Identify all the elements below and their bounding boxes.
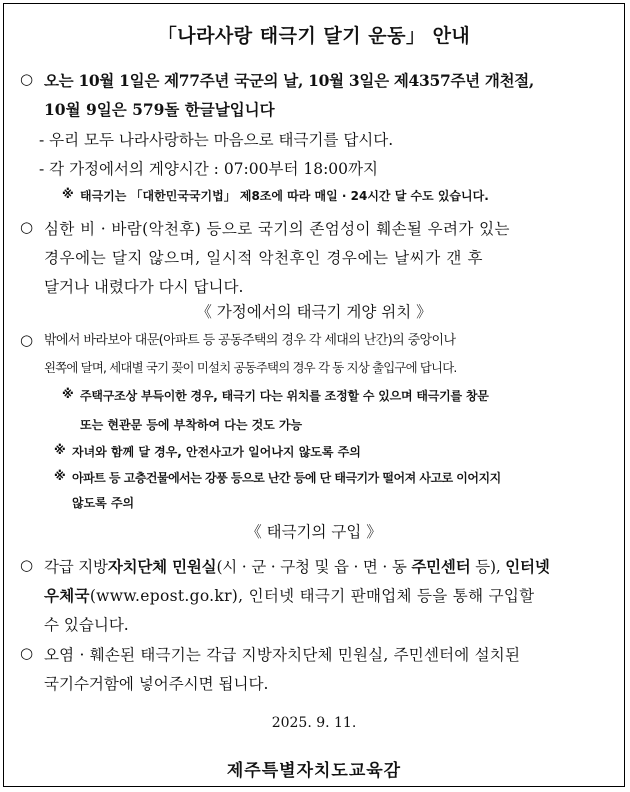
- intro-line-2: 10월 9일은 579돌 한글날입니다: [44, 100, 275, 119]
- note-icon: ※: [62, 187, 74, 201]
- purchase-line-3: 수 있습니다.: [44, 616, 129, 634]
- purchase-heading: 《 태극기의 구입 》: [246, 523, 382, 541]
- location-note-1-line-1: 주택구조상 부득이한 경우, 태극기 다는 위치를 조정할 수 있으며 태극기를 창문: [80, 389, 489, 403]
- office-emphasis: 자치단체 민원실: [107, 557, 217, 576]
- location-heading: 《 가정에서의 태극기 게양 위치 》: [196, 303, 432, 321]
- bullet-icon: ○: [20, 70, 34, 88]
- location-note-3-line-2: 않도록 주의: [72, 496, 135, 510]
- location-line-1: 밖에서 바라보아 대문(아파트 등 공동주택의 경우 각 세대의 난간)의 중앙이나: [44, 333, 456, 348]
- bullet-icon: ○: [20, 331, 34, 349]
- purchase-text: 각급 지방: [44, 558, 108, 576]
- weather-line-1: 심한 비 · 바람(악천후) 등으로 국기의 존엄성이 훼손될 우려가 있는: [44, 220, 510, 238]
- purchase-text: (www.epost.go.kr), 인터넷 태극기 판매업체 등을 통해 구입할: [89, 587, 535, 605]
- issuing-organization: 제주특별자치도교육감: [226, 761, 402, 781]
- location-note-3-line-1: 아파트 등 고층건물에서는 강풍 등으로 난간 등에 단 태극기가 떨어져 사고로 이어지지: [72, 471, 501, 485]
- purchase-line-1: [44, 555, 550, 577]
- bullet-icon: ○: [20, 218, 34, 236]
- intro-sub-2: - 각 가정에서의 게양시간 : 07:00부터 18:00까지: [39, 160, 378, 178]
- weather-line-2: 경우에는 달지 않으며, 일시적 악천후인 경우에는 날씨가 갠 후: [44, 249, 484, 267]
- intro-line-1: 오는 10월 1일은 제77주년 국군의 날, 10월 3일은 제4357주년 개천절,: [44, 71, 535, 90]
- bullet-icon: ○: [20, 556, 34, 574]
- location-line-2: 왼쪽에 달며, 세대별 국기 꽂이 미설치 공동주택의 경우 각 동 지상 출입구에 답니다.: [44, 360, 457, 375]
- internet-emphasis: 인터넷: [505, 557, 550, 576]
- purchase-line-2: [44, 584, 534, 606]
- bullet-icon: ○: [20, 644, 34, 662]
- note-icon: ※: [54, 443, 66, 457]
- notice-document: [3, 3, 625, 787]
- intro-note: 태극기는 「대한민국국기법」 제8조에 따라 매일 · 24시간 달 수도 있습니다.: [80, 189, 489, 203]
- purchase-text: (시 · 군 · 구청 및 읍 · 면 · 동: [216, 558, 412, 576]
- document-title: 「나라사랑 태극기 달기 운동」 안내: [157, 25, 471, 47]
- purchase-text: 등),: [470, 558, 506, 576]
- document-date: 2025. 9. 11.: [271, 715, 357, 731]
- intro-sub-1: - 우리 모두 나라사랑하는 마음으로 태극기를 답시다.: [39, 131, 394, 149]
- purchase-line-4: 오염 · 훼손된 태극기는 각급 지방자치단체 민원실, 주민센터에 설치된: [44, 646, 521, 664]
- location-note-1-line-2: 또는 현관문 등에 부착하여 다는 것도 가능: [80, 418, 303, 432]
- weather-line-3: 달거나 내렸다가 다시 답니다.: [44, 278, 244, 296]
- purchase-line-5: 국기수거함에 넣어주시면 됩니다.: [44, 675, 269, 693]
- note-icon: ※: [62, 387, 74, 401]
- center-emphasis: 주민센터: [411, 557, 471, 576]
- location-note-2: 자녀와 함께 달 경우, 안전사고가 일어나지 않도록 주의: [72, 445, 361, 459]
- post-office-emphasis: 우체국: [44, 586, 90, 605]
- note-icon: ※: [54, 469, 66, 483]
